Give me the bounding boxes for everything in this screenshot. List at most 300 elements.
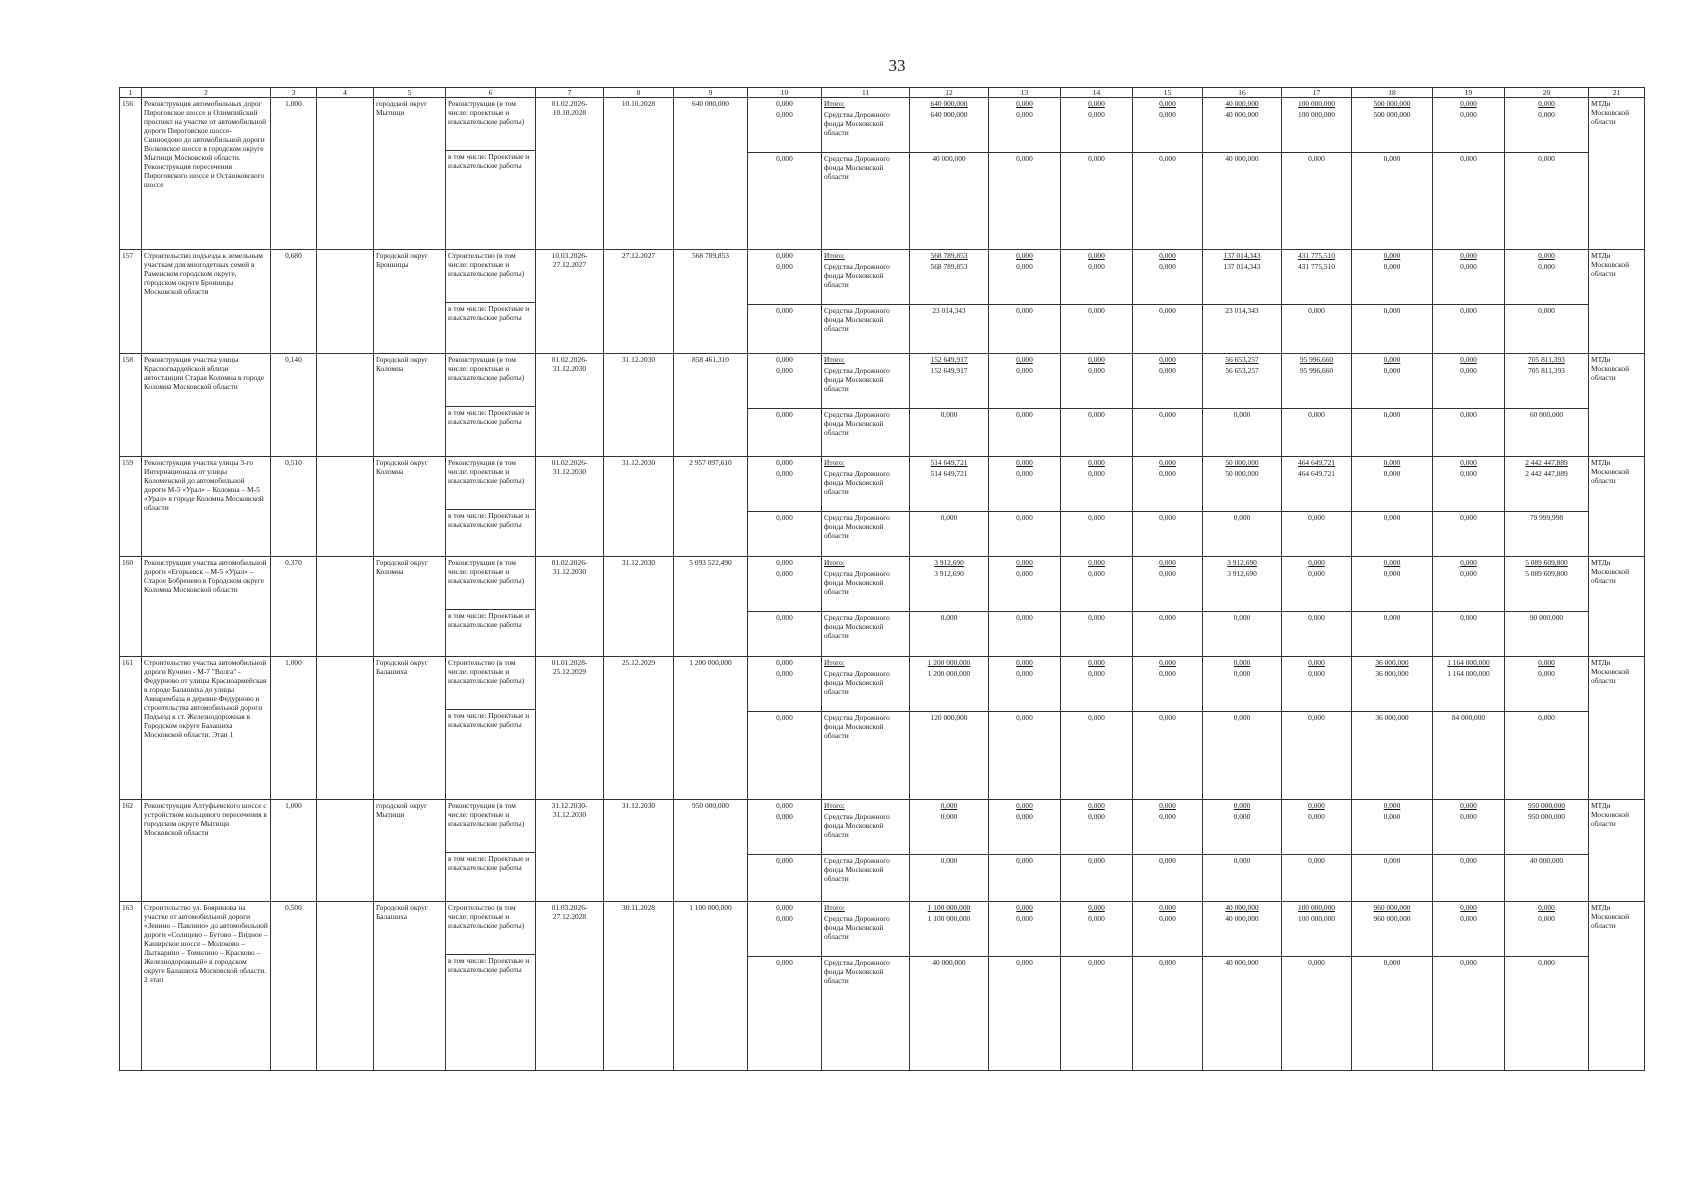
length-km-text: 0,680 xyxy=(285,251,302,260)
year-value-line: 0,000 xyxy=(989,152,1060,164)
year-value-line: 0,000 xyxy=(1282,854,1351,866)
year-value-line: 0,000 xyxy=(989,611,1060,623)
year-value-line: 0,000 xyxy=(1088,903,1105,912)
year-value xyxy=(1352,98,1433,250)
funding-source-line: Средства Дорожного фонда Московской области xyxy=(822,611,909,641)
year-value xyxy=(910,557,989,657)
year-value xyxy=(1433,354,1505,457)
table-row xyxy=(120,657,1645,800)
project-name-text: Строительство ул. Бояринова на участке от автомобильной дороги «Зенино – Павлино» до автомобильной дороги «Солнцево – Бутово – Видное – Каширское шоссе – Молоково – Лыткарино – Томилино – Красково – Железнодорожный» в городском округе Балашиха Московской области. 2 этап xyxy=(144,903,268,985)
work-type-main: Реконструкция (в том числе: проектные и изыскательские работы) xyxy=(446,98,535,151)
col10-value-line: 0,000 xyxy=(776,903,793,912)
year-value xyxy=(1133,457,1203,557)
year-value xyxy=(1282,557,1352,657)
row-number xyxy=(120,800,142,902)
project-name-text: Реконструкция автомобильных дорог Пироговское шоссе и Олимпийский проспект на участке от автомобильной дороги Пироговское шоссе- Свиноедово до автомобильной дороги Волковское шоссе в городском округе Мытищи Московской области. Реконструкция пересечения Пироговского шоссе и Осташковского шоссе xyxy=(144,99,267,190)
year-value-line: 0,000 xyxy=(1433,854,1504,866)
year-value-line: 40 000,000 xyxy=(1225,110,1259,120)
year-value-line: 0,000 xyxy=(1460,558,1477,567)
work-period-text: 31.12.2030- 31.12.2030 xyxy=(551,801,588,820)
year-value-line: 0,000 xyxy=(1203,408,1281,420)
year-value-line: 40 000,000 xyxy=(1225,903,1259,912)
year-value xyxy=(1061,250,1133,354)
header-cell: 21 xyxy=(1589,88,1645,98)
work-type xyxy=(446,800,536,902)
year-value-line: 0,000 xyxy=(989,408,1060,420)
length-km xyxy=(271,354,317,457)
length-km-text: 0,500 xyxy=(285,903,302,912)
col10-value-line: 0,000 xyxy=(776,262,793,272)
funding-source-line: Итого: xyxy=(824,903,845,912)
completion-date xyxy=(604,98,674,250)
year-value-line: 705 811,393 xyxy=(1528,355,1565,364)
year-value-line: 431 775,510 xyxy=(1298,251,1335,260)
year-value xyxy=(1133,354,1203,457)
year-value xyxy=(910,902,989,1071)
year-value xyxy=(1203,98,1282,250)
column-4 xyxy=(317,354,374,457)
work-type-design: в том числе: Проектные и изыскательские работы xyxy=(448,304,530,323)
responsible-body-text: МТДи Московской области xyxy=(1591,558,1630,586)
col10-value xyxy=(748,98,822,250)
completion-date-text: 25.12.2029 xyxy=(621,658,656,667)
header-cell: 20 xyxy=(1505,88,1589,98)
work-type-design: в том числе: Проектные и изыскательские работы xyxy=(448,511,530,530)
year-value-line: 0,000 xyxy=(1159,558,1176,567)
year-value-line: 0,000 xyxy=(1352,511,1432,523)
year-value xyxy=(1505,902,1589,1071)
responsible-body xyxy=(1589,657,1645,800)
year-value xyxy=(910,457,989,557)
work-type-main: Реконструкция (в том числе: проектные и изыскательские работы) xyxy=(446,354,535,407)
year-value-line: 137 014,343 xyxy=(1223,251,1261,260)
budget-table xyxy=(119,87,1645,1071)
col10-value xyxy=(748,902,822,1071)
year-value-line: 0,000 xyxy=(1133,152,1202,164)
year-value xyxy=(1505,250,1589,354)
year-value-line: 0,000 xyxy=(940,801,958,810)
project-name-text: Реконструкция участка автомобильной дороги «Егорьевск – М-5 «Урал» – Старое Бобренево в Городском округе Коломна Московской области xyxy=(144,558,267,595)
work-period xyxy=(536,800,604,902)
column-4 xyxy=(317,98,374,250)
work-type-main: Строительство (в том числе: проектные и изыскательские работы) xyxy=(446,902,535,955)
year-value-line: 0,000 xyxy=(1433,152,1504,164)
year-value-line: 56 653,257 xyxy=(1225,355,1259,364)
year-value-line: 100 000,000 xyxy=(1298,99,1335,108)
funding-source xyxy=(822,557,910,657)
year-value-line: 40 000,000 xyxy=(910,956,988,968)
year-value-line: 0,000 xyxy=(1538,99,1555,108)
year-value xyxy=(910,657,989,800)
total-cost-text: 1 200 000,000 xyxy=(689,658,732,667)
year-value xyxy=(1133,657,1203,800)
col10-value-line: 0,000 xyxy=(776,110,793,120)
col10-value-line: 0,000 xyxy=(748,956,821,968)
year-value-line: 0,000 xyxy=(1088,110,1105,120)
year-value xyxy=(1203,250,1282,354)
year-value-line: 0,000 xyxy=(1088,569,1105,579)
work-type-design: в том числе: Проектные и изыскательские работы xyxy=(448,152,530,171)
year-value-line: 0,000 xyxy=(1352,408,1432,420)
project-name xyxy=(142,354,271,457)
municipality xyxy=(374,657,446,800)
year-value-line: 0,000 xyxy=(1159,903,1176,912)
year-value-line: 0,000 xyxy=(1233,801,1251,810)
work-type xyxy=(446,657,536,800)
year-value-line: 0,000 xyxy=(1088,251,1105,260)
year-value-line: 0,000 xyxy=(1088,99,1105,108)
length-km-text: 0,140 xyxy=(285,355,302,364)
year-value-line: 3 912,690 xyxy=(934,569,964,579)
year-value-line: 0,000 xyxy=(1460,903,1477,912)
year-value-line: 0,000 xyxy=(1505,956,1588,968)
year-value-line: 0,000 xyxy=(1383,262,1401,272)
year-value-line: 40 000,000 xyxy=(1203,956,1281,968)
year-value xyxy=(1352,657,1433,800)
funding-source xyxy=(822,902,910,1071)
column-4 xyxy=(317,800,374,902)
budget-table-wrapper xyxy=(119,87,1645,1071)
year-value xyxy=(1352,250,1433,354)
work-period xyxy=(536,657,604,800)
year-value xyxy=(989,800,1061,902)
header-cell: 17 xyxy=(1282,88,1352,98)
completion-date-text: 27.12.2027 xyxy=(621,251,656,260)
project-name xyxy=(142,98,271,250)
header-cell: 1 xyxy=(120,88,142,98)
year-value xyxy=(1505,457,1589,557)
year-value-line: 0,000 xyxy=(1308,669,1325,679)
year-value-line: 0,000 xyxy=(1159,658,1176,667)
municipality xyxy=(374,354,446,457)
project-name-text: Реконструкция участка улицы 3-го Интернационала от улицы Коломенской до автомобильной дороги М-5 «Урал» – Коломна – М-5 «Урал» в городе Коломна Московской области xyxy=(144,458,264,513)
col10-value-line: 0,000 xyxy=(776,801,793,810)
year-value-line: 0,000 xyxy=(1538,262,1555,272)
header-cell: 7 xyxy=(536,88,604,98)
row-number-text: 161 xyxy=(122,658,134,667)
municipality xyxy=(374,98,446,250)
year-value-line: 0,000 xyxy=(1282,304,1351,316)
work-type-design: в том числе: Проектные и изыскательские работы xyxy=(448,408,530,427)
year-value-line: 0,000 xyxy=(1133,711,1202,723)
year-value-line: 0,000 xyxy=(1538,903,1555,912)
year-value-line: 0,000 xyxy=(1282,511,1351,523)
year-value xyxy=(1352,457,1433,557)
year-value xyxy=(1061,800,1133,902)
year-value-line: 0,000 xyxy=(1460,569,1477,579)
year-value-line: 23 014,343 xyxy=(910,304,988,316)
work-type xyxy=(446,250,536,354)
funding-source-line: Средства Дорожного фонда Московской области xyxy=(824,110,890,138)
year-value-line: 0,000 xyxy=(910,408,988,420)
funding-source-line: Средства Дорожного фонда Московской области xyxy=(824,669,890,697)
row-number xyxy=(120,557,142,657)
year-value-line: 0,000 xyxy=(1088,558,1105,567)
length-km xyxy=(271,98,317,250)
completion-date-text: 31.12.2030 xyxy=(621,458,656,467)
funding-source-line: Средства Дорожного фонда Московской области xyxy=(822,408,909,438)
header-cell: 13 xyxy=(989,88,1061,98)
year-value-line: 0,000 xyxy=(1159,262,1176,272)
col10-value xyxy=(748,800,822,902)
municipality-text: городской округ Мытищи xyxy=(376,801,428,820)
year-value-line: 0,000 xyxy=(1159,366,1176,376)
year-value-line: 568 789,853 xyxy=(930,262,968,272)
year-value-line: 960 000,000 xyxy=(1373,903,1411,912)
year-value-line: 500 000,000 xyxy=(1373,99,1411,108)
year-value-line: 120 000,000 xyxy=(910,711,988,723)
year-value-line: 464 649,721 xyxy=(1298,469,1335,479)
col10-value-line: 0,000 xyxy=(748,611,821,623)
year-value-line: 0,000 xyxy=(1159,669,1176,679)
completion-date xyxy=(604,800,674,902)
year-value-line: 0,000 xyxy=(1203,854,1281,866)
row-number xyxy=(120,457,142,557)
col10-value-line: 0,000 xyxy=(776,99,793,108)
funding-source xyxy=(822,98,910,250)
completion-date xyxy=(604,657,674,800)
work-period xyxy=(536,902,604,1071)
funding-source-line: Средства Дорожного фонда Московской области xyxy=(824,262,890,290)
length-km-text: 1,000 xyxy=(285,658,302,667)
completion-date-text: 10.10.2028 xyxy=(621,99,656,108)
length-km-text: 1,000 xyxy=(285,801,302,810)
year-value-line: 95 996,660 xyxy=(1299,355,1334,364)
year-value xyxy=(1505,354,1589,457)
municipality-text: Городской округ Балашиха xyxy=(376,658,428,677)
year-value xyxy=(989,557,1061,657)
year-value-line: 0,000 xyxy=(1433,408,1504,420)
total-cost-text: 950 000,000 xyxy=(692,801,729,810)
year-value-line: 0,000 xyxy=(1233,669,1251,679)
year-value-line: 0,000 xyxy=(1088,469,1105,479)
year-value-line: 0,000 xyxy=(1538,110,1555,120)
year-value-line: 0,000 xyxy=(1016,251,1033,260)
total-cost xyxy=(674,800,748,902)
col10-value-line: 0,000 xyxy=(776,251,793,260)
length-km-text: 1,000 xyxy=(285,99,302,108)
total-cost-text: 1 100 000,000 xyxy=(689,903,732,912)
col10-value xyxy=(748,557,822,657)
year-value-line: 5 089 609,800 xyxy=(1525,558,1568,567)
responsible-body xyxy=(1589,800,1645,902)
year-value-line: 50 000,000 xyxy=(1225,469,1259,479)
funding-source xyxy=(822,457,910,557)
year-value xyxy=(1133,800,1203,902)
year-value-line: 0,000 xyxy=(1088,801,1105,810)
municipality-text: Городской округ Коломна xyxy=(376,558,428,577)
year-value xyxy=(1433,557,1505,657)
year-value-line: 0,000 xyxy=(1352,152,1432,164)
year-value-line: 0,000 xyxy=(1352,304,1432,316)
year-value-line: 0,000 xyxy=(1233,812,1251,822)
year-value-line: 0,000 xyxy=(1133,956,1202,968)
funding-source xyxy=(822,800,910,902)
table-row xyxy=(120,557,1645,657)
work-type-main: Реконструкция (в том числе: проектные и изыскательские работы) xyxy=(446,457,535,510)
year-value-line: 0,000 xyxy=(1159,251,1176,260)
year-value-line: 0,000 xyxy=(1088,658,1105,667)
year-value xyxy=(1352,557,1433,657)
year-value-line: 0,000 xyxy=(1505,304,1588,316)
year-value-line: 0,000 xyxy=(1061,408,1132,420)
municipality-text: городской округ Мытищи xyxy=(376,99,428,118)
year-value xyxy=(1505,657,1589,800)
header-cell: 11 xyxy=(822,88,910,98)
project-name xyxy=(142,902,271,1071)
year-value-line: 0,000 xyxy=(1016,355,1033,364)
year-value-line: 0,000 xyxy=(940,812,958,822)
work-type xyxy=(446,98,536,250)
col10-value xyxy=(748,354,822,457)
row-number xyxy=(120,902,142,1071)
year-value-line: 5 089 609,800 xyxy=(1525,569,1568,579)
year-value-line: 0,000 xyxy=(1133,854,1202,866)
col10-value xyxy=(748,250,822,354)
year-value-line: 0,000 xyxy=(1133,304,1202,316)
funding-source xyxy=(822,250,910,354)
funding-source-line: Средства Дорожного фонда Московской области xyxy=(824,569,890,597)
length-km xyxy=(271,250,317,354)
row-number-text: 157 xyxy=(122,251,134,260)
year-value-line: 3 912,690 xyxy=(1227,558,1257,567)
row-number-text: 159 xyxy=(122,458,134,467)
year-value-line: 0,000 xyxy=(1383,251,1401,260)
length-km xyxy=(271,557,317,657)
funding-source-line: Средства Дорожного фонда Московской области xyxy=(822,304,909,334)
year-value-line: 0,000 xyxy=(1282,408,1351,420)
year-value-line: 0,000 xyxy=(1159,801,1176,810)
completion-date xyxy=(604,557,674,657)
year-value-line: 152 649,917 xyxy=(930,366,968,376)
year-value-line: 0,000 xyxy=(1460,110,1477,120)
year-value-line: 0,000 xyxy=(1088,366,1105,376)
municipality xyxy=(374,902,446,1071)
year-value-line: 0,000 xyxy=(1016,469,1033,479)
work-period-text: 01.01.2028- 25.12.2029 xyxy=(551,658,588,677)
table-row xyxy=(120,457,1645,557)
total-cost-text: 568 789,853 xyxy=(692,251,729,260)
year-value-line: 0,000 xyxy=(1088,458,1105,467)
length-km-text: 0,370 xyxy=(285,558,302,567)
funding-source-line: Итого: xyxy=(824,801,845,810)
work-type xyxy=(446,557,536,657)
project-name xyxy=(142,657,271,800)
year-value-line: 0,000 xyxy=(1159,110,1176,120)
col10-value-line: 0,000 xyxy=(776,812,793,822)
municipality-text: Городской округ Коломна xyxy=(376,458,428,477)
year-value xyxy=(989,657,1061,800)
year-value-line: 0,000 xyxy=(989,854,1060,866)
completion-date xyxy=(604,354,674,457)
year-value-line: 0,000 xyxy=(1383,458,1401,467)
work-period-text: 01.02.2026- 31.12.2030 xyxy=(551,458,588,477)
year-value-line: 152 649,917 xyxy=(930,355,968,364)
year-value-line: 0,000 xyxy=(1383,569,1401,579)
row-number-text: 156 xyxy=(122,99,134,108)
year-value-line: 960 000,000 xyxy=(1373,914,1411,924)
year-value-line: 0,000 xyxy=(1383,812,1401,822)
municipality xyxy=(374,557,446,657)
municipality xyxy=(374,800,446,902)
municipality xyxy=(374,457,446,557)
work-type xyxy=(446,457,536,557)
work-type-main: Реконструкция (в том числе: проектные и изыскательские работы) xyxy=(446,800,535,853)
year-value-line: 0,000 xyxy=(1352,854,1432,866)
year-value-line: 0,000 xyxy=(1159,469,1176,479)
funding-source-line: Итого: xyxy=(824,558,845,567)
funding-source xyxy=(822,657,910,800)
responsible-body xyxy=(1589,354,1645,457)
column-4 xyxy=(317,657,374,800)
year-value-line: 0,000 xyxy=(910,854,988,866)
work-type xyxy=(446,354,536,457)
year-value xyxy=(1433,457,1505,557)
responsible-body-text: МТДи Московской области xyxy=(1591,251,1630,279)
length-km xyxy=(271,902,317,1071)
year-value-line: 1 200 000,000 xyxy=(927,669,971,679)
year-value-line: 100 000,000 xyxy=(1298,914,1335,924)
year-value-line: 0,000 xyxy=(1308,658,1325,667)
year-value-line: 40 000,000 xyxy=(1225,914,1259,924)
work-period xyxy=(536,354,604,457)
responsible-body-text: МТДи Московской области xyxy=(1591,658,1630,686)
col10-value-line: 0,000 xyxy=(748,408,821,420)
year-value-line: 36 000,000 xyxy=(1375,658,1409,667)
length-km xyxy=(271,657,317,800)
year-value xyxy=(910,800,989,902)
municipality xyxy=(374,250,446,354)
year-value-line: 0,000 xyxy=(1460,801,1477,810)
year-value xyxy=(1282,657,1352,800)
year-value-line: 431 775,510 xyxy=(1298,262,1335,272)
year-value-line: 640 000,000 xyxy=(930,99,968,108)
year-value xyxy=(1061,557,1133,657)
year-value-line: 36 000,000 xyxy=(1375,669,1409,679)
funding-source-line: Средства Дорожного фонда Московской области xyxy=(822,511,909,541)
length-km-text: 0,510 xyxy=(285,458,302,467)
funding-source-line: Итого: xyxy=(824,99,845,108)
year-value-line: 0,000 xyxy=(1383,355,1401,364)
length-km xyxy=(271,800,317,902)
project-name-text: Строительство подъезда к земельным участкам для многодетных семей в Раменском городском округе, городском округе Бронницы Московской области xyxy=(144,251,263,297)
project-name xyxy=(142,457,271,557)
col10-value-line: 0,000 xyxy=(776,669,793,679)
total-cost-text: 640 000,000 xyxy=(692,99,729,108)
year-value-line: 0,000 xyxy=(1061,956,1132,968)
year-value-line: 0,000 xyxy=(1505,711,1588,723)
year-value-line: 79 999,998 xyxy=(1505,511,1588,523)
year-value-line: 0,000 xyxy=(1016,569,1033,579)
year-value-line: 950 000,000 xyxy=(1528,812,1565,822)
year-value-line: 500 000,000 xyxy=(1373,110,1411,120)
year-value-line: 0,000 xyxy=(1433,304,1504,316)
completion-date-text: 31.12.2030 xyxy=(621,558,656,567)
year-value-line: 0,000 xyxy=(1016,801,1033,810)
work-type xyxy=(446,902,536,1071)
year-value-line: 100 000,000 xyxy=(1298,110,1335,120)
responsible-body-text: МТДи Московской области xyxy=(1591,355,1630,383)
header-cell: 4 xyxy=(317,88,374,98)
work-type-design: в том числе: Проектные и изыскательские работы xyxy=(448,711,530,730)
work-period-text: 01.03.2026- 27.12.2028 xyxy=(551,903,588,922)
year-value xyxy=(1352,354,1433,457)
year-value xyxy=(1061,457,1133,557)
work-type-main: Строительство (в том числе: проектные и изыскательские работы) xyxy=(446,250,535,303)
col10-value-line: 0,000 xyxy=(748,152,821,164)
year-value-line: 0,000 xyxy=(1383,801,1401,810)
year-value xyxy=(1433,98,1505,250)
